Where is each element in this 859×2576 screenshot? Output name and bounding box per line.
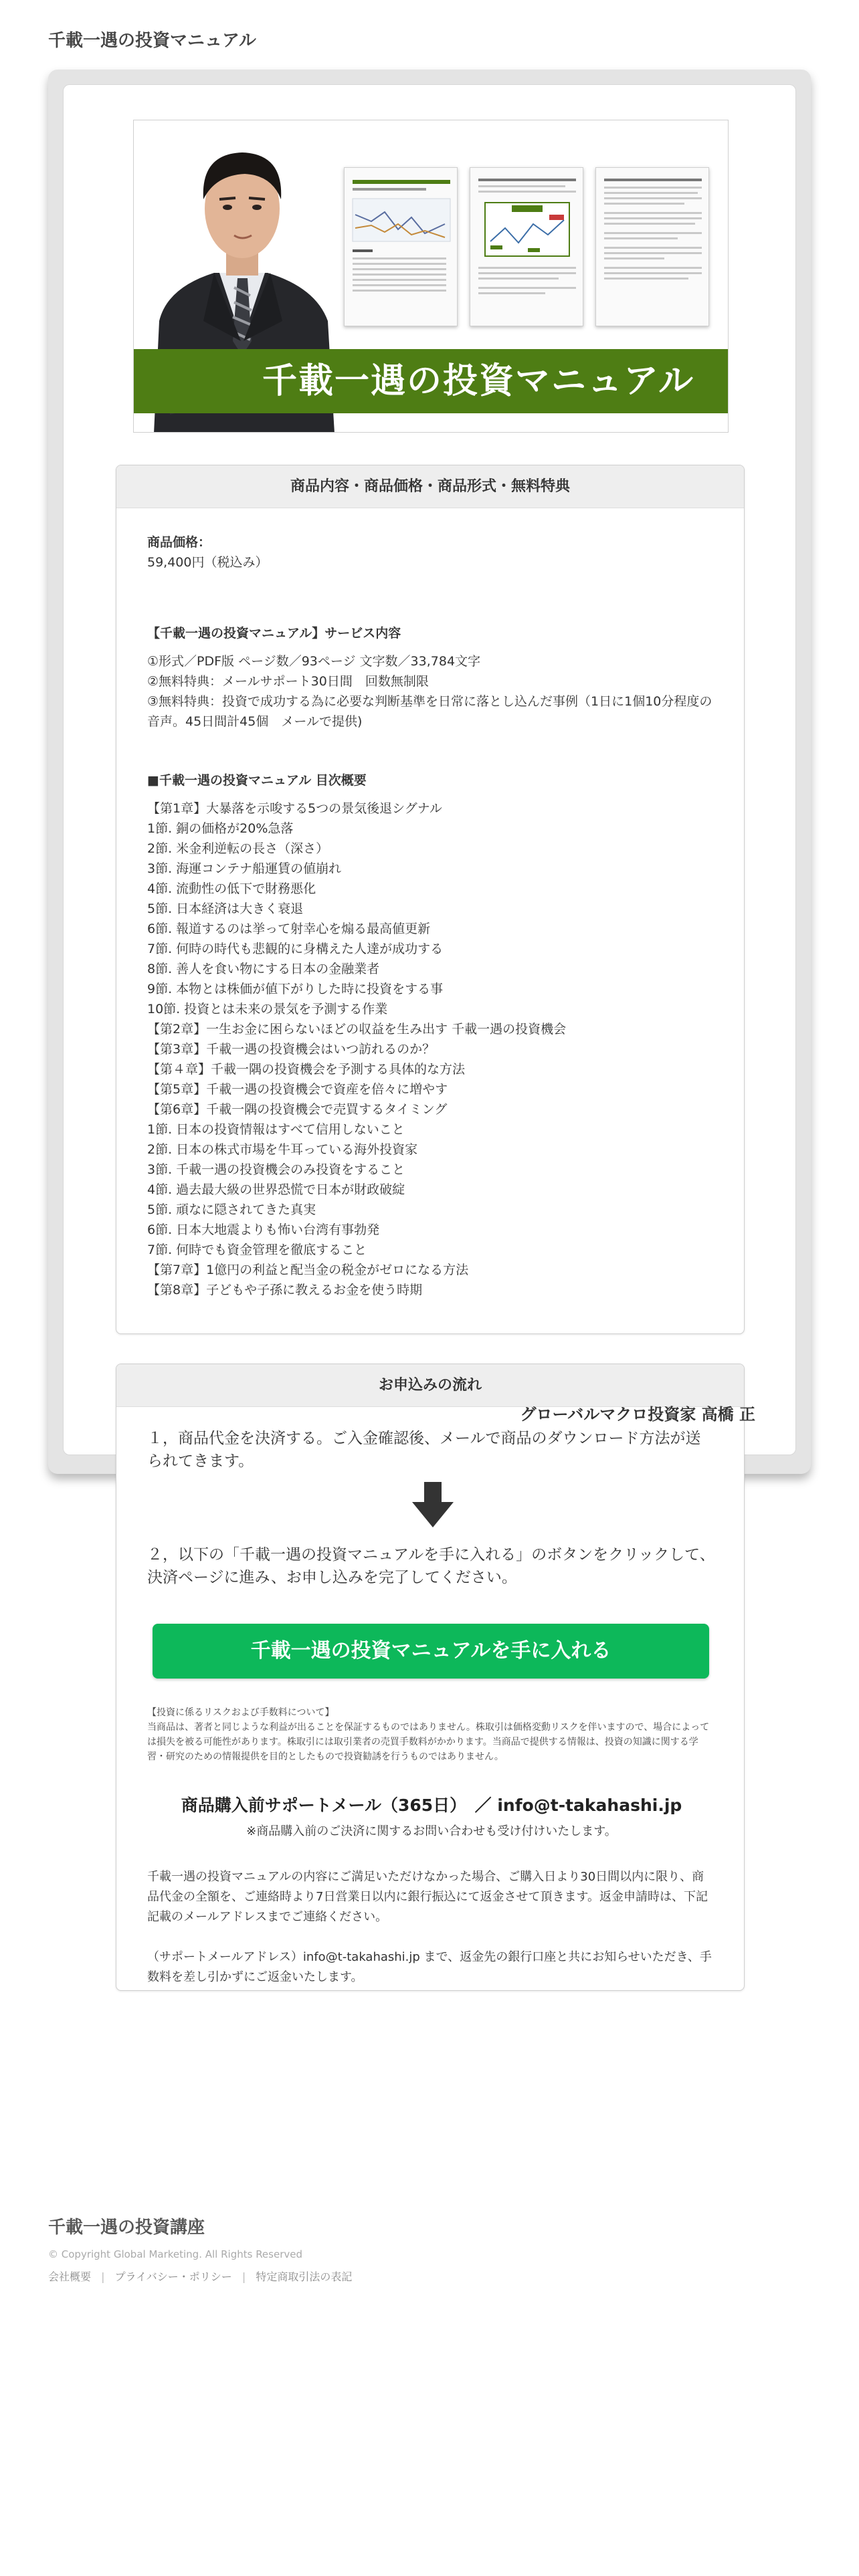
toc-item: 【第5章】千載一遇の投資機会で資産を倍々に増やす	[147, 1082, 448, 1097]
purchase-manual-button[interactable]: 千載一遇の投資マニュアルを手に入れる	[153, 1624, 709, 1679]
toc-item: 【第3章】千載一遇の投資機会はいつ訪れるのか？	[147, 1042, 436, 1057]
toc-item: 5節. 頑なに隠されてきた真実	[147, 1202, 316, 1217]
service-item: ③無料特典：投資で成功する為に必要な判断基準を日常に落とし込んだ事例（1日に1個10分程度の音声。45日間計45個 メールで提供)	[147, 694, 712, 729]
document-preview-3	[595, 167, 709, 326]
service-item: ①形式／PDF版 ページ数／93ページ 文字数／33,784文字	[147, 654, 481, 669]
toc-item: 6節. 日本大地震よりも怖い台湾有事勃発	[147, 1222, 380, 1237]
toc-item: 7節. 何時でも資金管理を徹底すること	[147, 1243, 367, 1257]
toc-item: 10節. 投資とは未来の景気を予測する作業	[147, 1002, 388, 1016]
price-value: 59,400円（税込み）	[147, 555, 268, 570]
service-title: 【千載一遇の投資マニュアル】サービス内容	[147, 626, 401, 641]
support-email-line: 商品購入前サポートメール（365日） ／ info@t-takahashi.jp	[181, 1796, 682, 1815]
refund-policy-text: 千載一遇の投資マニュアルの内容にご満足いただけなかった場合、ご購入日より30日間以内に限り、商品代金の全額を、ご連絡時より7日営業日以内に銀行振込にて返金させて頂きます。返金申請時は、下記記載のメールアドレスまでご連絡ください。	[147, 1870, 708, 1924]
product-panel-heading: 商品内容・商品価格・商品形式・無料特典	[116, 465, 744, 508]
toc-title: ■千載一遇の投資マニュアル 目次概要	[147, 773, 367, 788]
toc-item: 【第４章】千載一隅の投資機会を予測する具体的な方法	[147, 1062, 466, 1077]
order-step-2: ２，以下の「千載一遇の投資マニュアルを手に入れる」のボタンをクリックして、決済ページに進み、お申し込みを完了してください。	[147, 1546, 715, 1586]
toc-item: 9節. 本物とは株価が値下がりした時に投資をする事	[147, 982, 444, 996]
toc-item: 【第1章】大暴落を示唆する5つの景気後退シグナル	[147, 801, 442, 816]
footer-link-separator: |	[242, 2270, 246, 2283]
document-preview-1	[344, 167, 458, 326]
toc-item: 【第2章】一生お金に困らないほどの収益を生み出す 千載一遇の投資機会	[147, 1022, 567, 1037]
down-arrow-icon	[412, 1482, 454, 1529]
banner-title: 千載一遇の投資マニュアル	[262, 361, 694, 401]
toc-item: 1節. 日本の投資情報はすべて信用しないこと	[147, 1122, 405, 1137]
refund-contact-text: （サポートメールアドレス）info@t-takahashi.jp まで、返金先の銀行口座と共にお知らせいただき、手数料を差し引かずにご返金いたします。	[147, 1950, 712, 1984]
footer-links	[48, 2268, 352, 2284]
service-item: ②無料特典：メールサポート30日間 回数無制限	[147, 674, 429, 689]
toc-item: 8節. 善人を食い物にする日本の金融業者	[147, 962, 380, 976]
order-panel-heading: お申込みの流れ	[116, 1364, 744, 1407]
toc-item: 2節. 米金利逆転の長さ（深さ）	[147, 841, 329, 856]
order-flow-panel	[116, 1364, 745, 1991]
footer-link-company[interactable]: 会社概要	[48, 2270, 92, 2283]
footer-link-commerce-law[interactable]: 特定商取引法の表記	[256, 2270, 353, 2283]
author-signature: グローバルマクロ投資家 高橋 正	[520, 1405, 755, 1424]
risk-notice-text: 当商品は、著者と同じような利益が出ることを保証するものではありません。株取引は価格変動リスクを伴いますので、場合によっては損失を被る可能性があります。株取引には取引業者の売買手数料がかかります。当商品で提供する情報は、投資の知識に関する学習・研究のための情報提供を目的としたもので投資勧誘を行うものではありません。	[147, 1722, 710, 1762]
content-frame	[48, 70, 811, 1984]
footer-link-privacy[interactable]: プライバシー・ポリシー	[114, 2270, 232, 2283]
site-title[interactable]: 千載一遇の投資マニュアル	[48, 31, 256, 51]
toc-item: 4節. 流動性の低下で財務悪化	[147, 881, 316, 896]
document-preview-2	[470, 167, 583, 326]
hero-banner	[133, 120, 729, 433]
toc-item: 【第8章】子どもや子孫に教えるお金を使う時期	[147, 1283, 423, 1297]
toc-item: 7節. 何時の時代も悲観的に身構えた人達が成功する	[147, 942, 444, 956]
toc-item: 2節. 日本の株式市場を牛耳っている海外投資家	[147, 1142, 418, 1157]
order-step-1: １，商品代金を決済する。ご入金確認後、メールで商品のダウンロード方法が送られてきます。	[147, 1430, 701, 1470]
toc-item: 5節. 日本経済は大きく衰退	[147, 901, 304, 916]
toc-item: 6節. 報道するのは挙って射幸心を煽る最高値更新	[147, 922, 431, 936]
toc-item: 【第7章】1億円の利益と配当金の税金がゼロになる方法	[147, 1263, 469, 1277]
product-details-panel	[116, 465, 745, 1334]
footer-title[interactable]: 千載一遇の投資講座	[48, 2218, 205, 2238]
toc-item: 1節. 銅の価格が20%急落	[147, 821, 294, 836]
footer-link-separator: |	[101, 2270, 105, 2283]
copyright-text: © Copyright Global Marketing. All Rights Reserved	[48, 2248, 303, 2260]
toc-item: 【第6章】千載一隅の投資機会で売買するタイミング	[147, 1102, 448, 1117]
content-card	[63, 84, 796, 1984]
price-label: 商品価格：	[147, 535, 211, 550]
support-note: ※商品購入前のご決済に関するお問い合わせも受け付けいたします。	[246, 1824, 617, 1838]
toc-item: 3節. 海運コンテナ船運賃の値崩れ	[147, 861, 342, 876]
toc-item: 3節. 千載一遇の投資機会のみ投資をすること	[147, 1162, 405, 1177]
toc-item: 4節. 過去最大級の世界恐慌で日本が財政破綻	[147, 1182, 405, 1197]
risk-notice-title: 【投資に係るリスクおよび手数料について】	[147, 1707, 335, 1718]
